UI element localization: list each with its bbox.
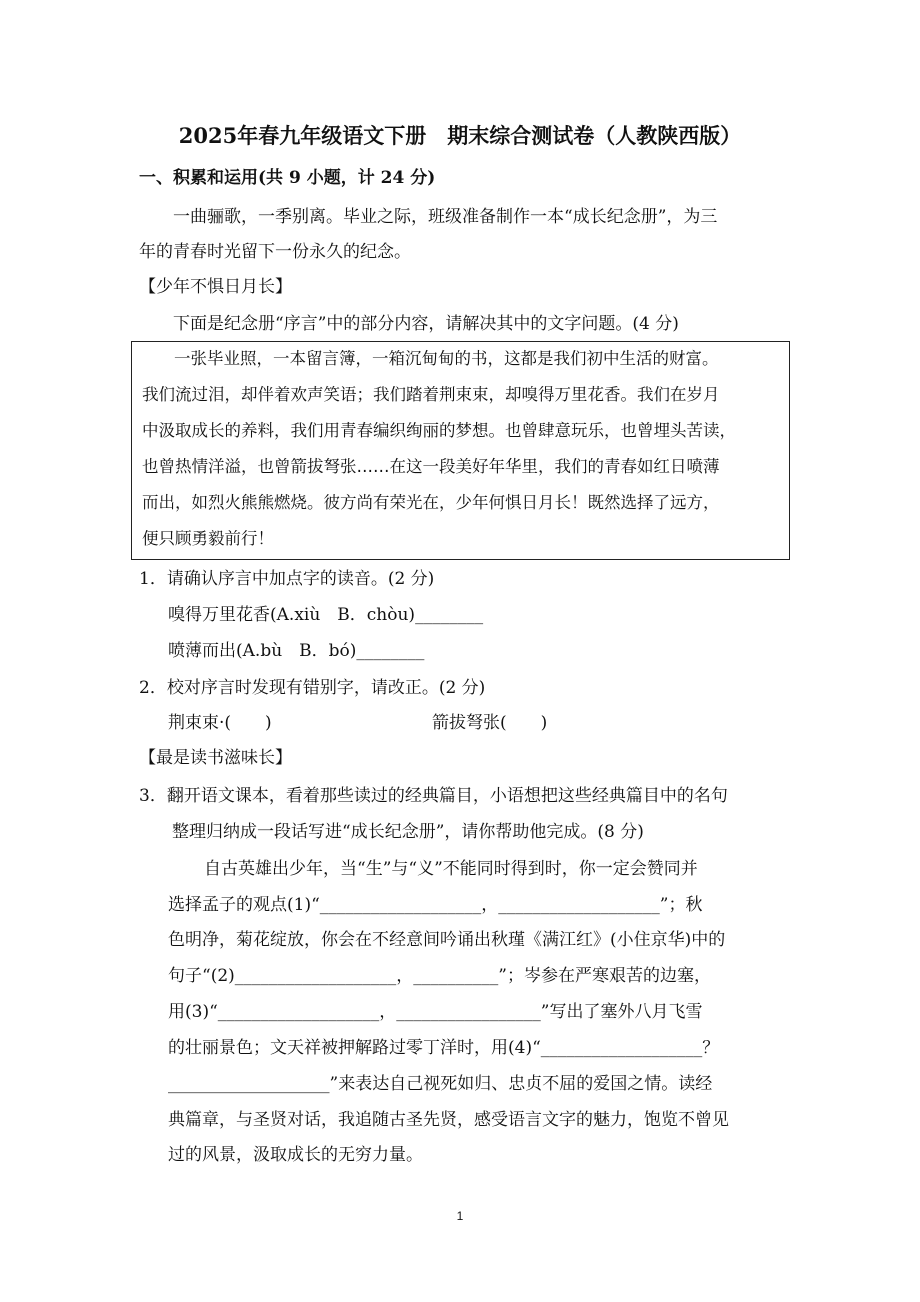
intro-line-1: 一曲骊歌，一季别离。毕业之际，班级准备制作一本“成长纪念册”，为三 [173,207,718,227]
q3-passage-2: 选择孟子的观点(1)“___________________，___________________”；秋 [168,895,703,915]
q3-passage-1: 自古英雄出少年，当“生”与“义”不能同时得到时，你一定会赞同并 [204,859,698,879]
q3-passage-6: 的壮丽景色；文天祥被押解路过零丁洋时，用(4)“___________________？ [168,1038,720,1058]
preface-box [131,341,790,560]
q1-option-b: 喷薄而出(A.bù B．bó)________ [168,641,425,661]
preface-line-2: 我们流过泪，却伴着欢声笑语；我们踏着荆束束，却嗅得万里花香。我们在岁月 [142,385,720,404]
preface-line-1: 一张毕业照，一本留言簿，一箱沉甸甸的书，这都是我们初中生活的财富。 [174,349,719,368]
section-heading: 一、积累和运用(共 9 小题，计 24 分) [139,168,436,188]
preface-line-4: 也曾热情洋溢，也曾箭拔弩张……在这一段美好年华里，我们的青春如红日喷薄 [142,457,720,476]
part1-prompt: 下面是纪念册“序言”中的部分内容，请解决其中的文字问题。(4 分) [173,314,679,334]
preface-line-6: 便只顾勇毅前行！ [142,529,274,548]
preface-line-5: 而出，如烈火熊熊燃烧。彼方尚有荣光在，少年何惧日月长！既然选择了远方， [142,493,720,512]
q3-passage-8: 典篇章，与圣贤对话，我追随古圣先贤，感受语言文字的魅力，饱览不曾见 [168,1110,729,1130]
q1-stem: 1．请确认序言中加点字的读音。(2 分) [139,569,435,589]
part2-title: 【最是读书滋味长】 [139,748,292,768]
preface-line-3: 中汲取成长的养料，我们用青春编织绚丽的梦想。也曾肆意玩乐，也曾埋头苦读， [142,421,736,440]
q3-stem-2: 整理归纳成一段话写进“成长纪念册”，请你帮助他完成。(8 分) [172,822,644,842]
q2-item-a: 荆束束·( ) [168,713,272,733]
q3-passage-4: 句子“(2)___________________，__________”；岑参在严寒艰苦的边塞， [168,966,711,986]
q3-passage-5: 用(3)“___________________，_________________”写出了塞外八月飞雪 [168,1002,703,1022]
q3-stem-1: 3．翻开语文课本，看着那些读过的经典篇目，小语想把这些经典篇目中的名句 [139,786,728,806]
page-number: 1 [456,1209,464,1223]
q3-passage-9: 过的风景，汲取成长的无穷力量。 [168,1145,423,1165]
q2-stem: 2．校对序言时发现有错别字，请改正。(2 分) [139,678,486,698]
part1-title: 【少年不惧日月长】 [139,277,292,297]
q3-passage-7: ___________________”来表达自己视死如归、忠贞不屈的爱国之情。读经 [168,1074,713,1094]
page-title: 2025年春九年级语文下册 期末综合测试卷（人教陕西版） [178,123,742,148]
q2-item-b: 箭拔弩张( ) [432,713,548,733]
intro-line-2: 年的青春时光留下一份永久的纪念。 [139,242,411,262]
q1-option-a: 嗅得万里花香(A.xiù B．chòu)________ [168,605,484,625]
q3-passage-3: 色明净，菊花绽放，你会在不经意间吟诵出秋瑾《满江红》(小住京华)中的 [168,930,726,950]
